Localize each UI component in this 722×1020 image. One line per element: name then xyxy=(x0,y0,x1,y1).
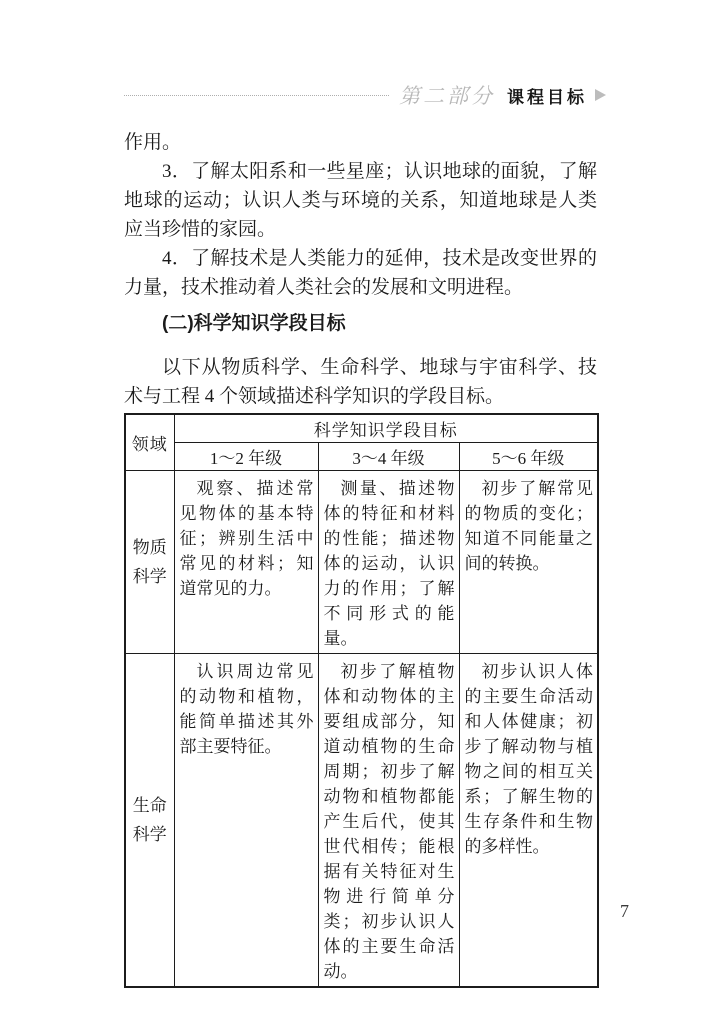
running-head xyxy=(124,80,606,110)
domain-label-life-science: 生命科学 xyxy=(125,654,174,988)
knowledge-goals-table xyxy=(124,413,599,988)
table-row xyxy=(125,654,598,988)
paragraph-intro: 以下从物质科学、生命科学、地球与宇宙科学、技术与工程 4 个领域描述科学知识的学段目标。 xyxy=(124,357,597,407)
section-heading: (二)科学知识学段目标 xyxy=(162,313,346,334)
cell-matter-grade-1-2: 观察、描述常见物体的基本特征；辨别生活中常见的材料；知道常见的力。 xyxy=(174,471,318,654)
column-header-domain: 领域 xyxy=(125,414,174,471)
column-header-grade-1-2: 1～2 年级 xyxy=(174,443,318,471)
cell-matter-grade-3-4: 测量、描述物体的特征和材料的性能；描述物体的运动，认识力的作用；了解不同形式的能量。 xyxy=(318,471,459,654)
section-label: 课程目标 xyxy=(507,87,587,107)
cell-life-grade-3-4: 初步了解植物体和动物体的主要组成部分，知道动植物的生命周期；初步了解动物和植物都能产生后代，使其世代相传；能根据有关特征对生物进行简单分类；初步认识人体的主要生命活动。 xyxy=(318,654,459,988)
page-number: 7 xyxy=(620,901,629,921)
cell-life-grade-1-2: 认识周边常见的动物和植物，能简单描述其外部主要特征。 xyxy=(174,654,318,988)
column-header-grade-5-6: 5～6 年级 xyxy=(459,443,598,471)
paragraph-item-3: 3．了解太阳系和一些星座；认识地球的面貌，了解地球的运动；认识人类与环境的关系，知道地球是人类应当珍惜的家园。 xyxy=(124,161,597,240)
table-header-row-1 xyxy=(125,414,598,443)
domain-label-matter-science: 物质科学 xyxy=(125,471,174,654)
header-dotted-rule xyxy=(124,95,389,96)
column-header-span: 科学知识学段目标 xyxy=(174,414,598,443)
part-label: 第二部分 xyxy=(399,84,495,108)
triangle-right-icon xyxy=(595,89,606,101)
page-content xyxy=(124,128,597,988)
table-header-row-2 xyxy=(125,443,598,471)
column-header-grade-3-4: 3～4 年级 xyxy=(318,443,459,471)
paragraph-continuation: 作用。 xyxy=(124,132,182,153)
paragraph-item-4: 4．了解技术是人类能力的延伸，技术是改变世界的力量，技术推动着人类社会的发展和文明进程。 xyxy=(124,248,597,298)
cell-life-grade-5-6: 初步认识人体的主要生命活动和人体健康；初步了解动物与植物之间的相互关系；了解生物的生存条件和生物的多样性。 xyxy=(459,654,598,988)
cell-matter-grade-5-6: 初步了解常见的物质的变化；知道不同能量之间的转换。 xyxy=(459,471,598,654)
table-row xyxy=(125,471,598,654)
